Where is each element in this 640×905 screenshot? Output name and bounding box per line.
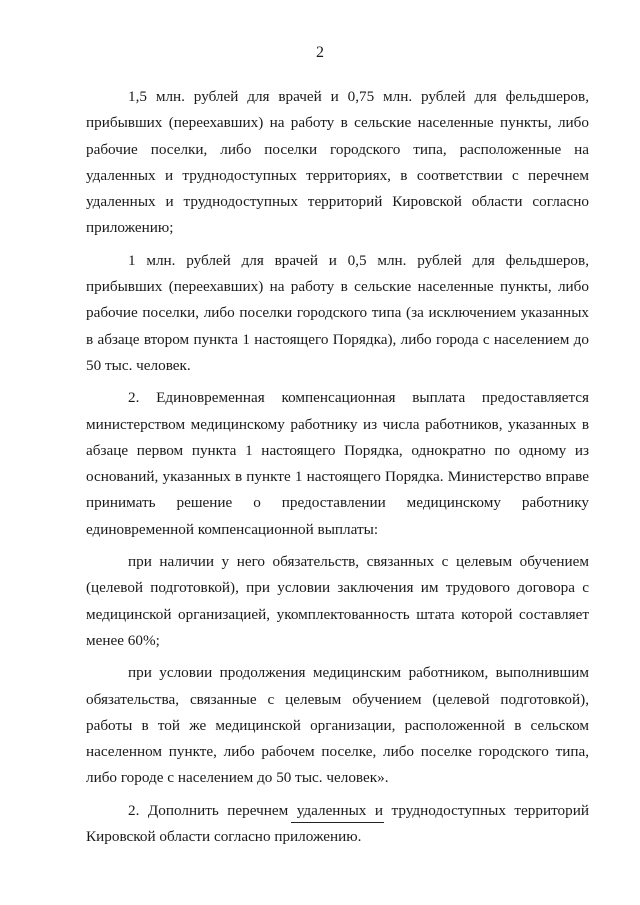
end-of-text-line [291, 822, 384, 823]
paragraph-condition-targeted-training: при наличии у него обязательств, связанных с целевым обучением (целевой подготовкой), при условии заключения им трудового договора с медицинской организацией, укомплектованность штата которой составляет менее 60%; [86, 553, 589, 649]
page-number: 2 [316, 44, 324, 61]
paragraph-compensation-rural: 1 млн. рублей для врачей и 0,5 млн. рублей для фельдшеров, прибывших (переехавших) на работу в сельские населенные пункты, либо рабочие поселки, либо поселки городского типа (за исключением указанных в абзаце втором пункта 1 настоящего Порядка), либо города с населением до 50 тыс. человек. [86, 251, 589, 374]
paragraph-item-2-payment: 2. Единовременная компенсационная выплата предоставляется министерством медицинскому работнику из числа работников, указанных в абзаце первом пункта 1 настоящего Порядка, однократно по одному из оснований, указанных в пункте 1 настоящего Порядка. Министерство вправе принимать решение о предоставлении медицинскому работнику единовременной компенсационной выплаты: [86, 389, 589, 538]
paragraph-compensation-remote: 1,5 млн. рублей для врачей и 0,75 млн. рублей для фельдшеров, прибывших (переехавших) на работу в сельские населенные пункты, либо рабочие поселки, либо поселки городского типа, расположенные на удаленных и труднодоступных территориях, в соответствии с перечнем удаленных и труднодоступных территорий Кировской области согласно приложению; [86, 88, 589, 237]
paragraph-item-2-supplement: 2. Дополнить перечнем удаленных и труднодоступных территорий Кировской области согласно приложению. [86, 801, 589, 846]
paragraph-condition-continued-work: при условии продолжения медицинским работником, выполнившим обязательства, связанные с целевым обучением (целевой подготовкой), работы в той же медицинской организации, расположенной в сельском населенном пункте, либо рабочем поселке, либо поселке городского типа, либо городе с населением до 50 тыс. человек». [86, 664, 589, 787]
document-body [86, 84, 589, 850]
